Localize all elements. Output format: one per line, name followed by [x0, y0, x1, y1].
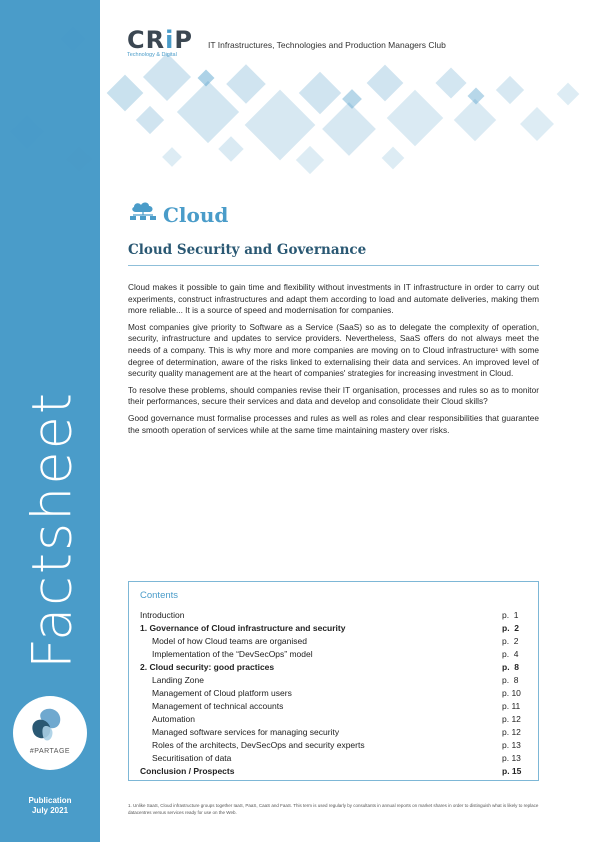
toc-entry-page: p. 1 [502, 610, 519, 620]
toc-entry-page: p. 12 [502, 727, 521, 737]
toc-entry-label: Securitisation of data [152, 753, 232, 763]
toc-entry-page: p. 8 [502, 675, 519, 685]
logo-subtitle: Technology & Digital [127, 52, 177, 58]
toc-entry-label: Management of technical accounts [152, 701, 284, 711]
logo-part: P [174, 26, 193, 54]
intro-body [128, 282, 539, 441]
toc-list [140, 609, 526, 778]
toc-entry[interactable] [140, 622, 526, 635]
divider [128, 265, 539, 266]
document-subtitle: Cloud Security and Governance [128, 242, 367, 258]
partage-logo-icon [30, 706, 70, 746]
toc-entry-page: p. 4 [502, 649, 519, 659]
toc-entry[interactable] [140, 752, 526, 765]
toc-entry-label: Automation [152, 714, 195, 724]
toc-entry-page: p. 15 [502, 766, 522, 776]
toc-entry[interactable] [140, 635, 526, 648]
toc-entry-page: p. 13 [502, 753, 521, 763]
toc-entry[interactable] [140, 765, 526, 778]
toc-entry-page: p. 2 [502, 636, 519, 646]
cloud-network-icon [128, 200, 158, 220]
partage-badge [13, 696, 87, 770]
toc-entry-page: p. 13 [502, 740, 521, 750]
table-of-contents [128, 581, 539, 781]
toc-entry-page: p. 10 [502, 688, 521, 698]
toc-entry-label: 1. Governance of Cloud infrastructure and security [140, 623, 346, 633]
paragraph: Cloud makes it possible to gain time and flexibility without investments in IT infrastructure in order to carry out experiments, construct infrastructures and adapt them according to load and automate deliveries, making them more reliable... It is a source of speed and modernisation for companies. [128, 282, 539, 316]
factsheet-vertical-title: Factsheet [20, 390, 84, 670]
club-name: IT Infrastructures, Technologies and Production Managers Club [208, 40, 446, 50]
footnote: 1. Unlike SaaS, Cloud infrastructure groups together IaaS, PaaS, CaaS and FaaS. This term is used regularly by consultants in annual reports on market shares in order to distinguish what is likely to replace datacentres versus services ready for use on the Web. [128, 803, 539, 815]
badge-label: #PARTAGE [29, 748, 71, 755]
toc-entry-label: Model of how Cloud teams are organised [152, 636, 307, 646]
decorative-diamond-pattern [0, 0, 595, 195]
toc-entry[interactable] [140, 674, 526, 687]
toc-entry[interactable] [140, 726, 526, 739]
toc-entry[interactable] [140, 739, 526, 752]
publication-label: Publication [28, 796, 72, 805]
publication-info [0, 796, 100, 816]
toc-title: Contents [140, 590, 179, 601]
toc-entry-page: p. 2 [502, 623, 520, 633]
toc-entry-page: p. 12 [502, 714, 521, 724]
logo-part: CR [127, 26, 166, 54]
paragraph: Most companies give priority to Software as a Service (SaaS) so as to delegate the complexity of operation, security, infrastructure and updates to service providers. Nevertheless, SaaS offers do not always meet the needs of a company. This is why more and more companies are moving on to Cloud infrastructure¹ with some degree of determination, aware of the risks linked to externalising their data and services. An improved level of security quality management are at the heart of companies' strategies for increasing investment in Cloud. [128, 321, 539, 379]
crip-logo [127, 28, 193, 58]
toc-entry-label: Management of Cloud platform users [152, 688, 292, 698]
toc-entry[interactable] [140, 687, 526, 700]
toc-entry[interactable] [140, 713, 526, 726]
toc-entry-label: Introduction [140, 610, 185, 620]
toc-entry[interactable] [140, 700, 526, 713]
toc-entry-label: Managed software services for managing security [152, 727, 340, 737]
paragraph: To resolve these problems, should companies revise their IT organisation, processes and rules so as to monitor their performances, secure their services and data and develop and consolidate their Cloud skills? [128, 384, 539, 407]
toc-entry-label: Implementation of the “DevSecOps” model [152, 649, 313, 659]
toc-entry-label: Roles of the architects, DevSecOps and security experts [152, 740, 365, 750]
toc-entry-page: p. 11 [502, 701, 521, 711]
toc-entry-label: Landing Zone [152, 675, 204, 685]
logo-wordmark [127, 28, 193, 52]
toc-entry[interactable] [140, 661, 526, 674]
toc-entry[interactable] [140, 609, 526, 622]
toc-entry-page: p. 8 [502, 662, 520, 672]
section-title: Cloud [163, 203, 229, 227]
toc-entry-label: Conclusion / Prospects [140, 766, 235, 776]
publication-date: July 2021 [31, 806, 69, 815]
logo-part-accent: i [165, 26, 175, 54]
toc-entry[interactable] [140, 648, 526, 661]
paragraph: Good governance must formalise processes and rules as well as roles and clear responsibilities that guarantee the smooth operation of services while at the same time maintaining mastery over risks. [128, 412, 539, 435]
toc-entry-label: 2. Cloud security: good practices [140, 662, 275, 672]
